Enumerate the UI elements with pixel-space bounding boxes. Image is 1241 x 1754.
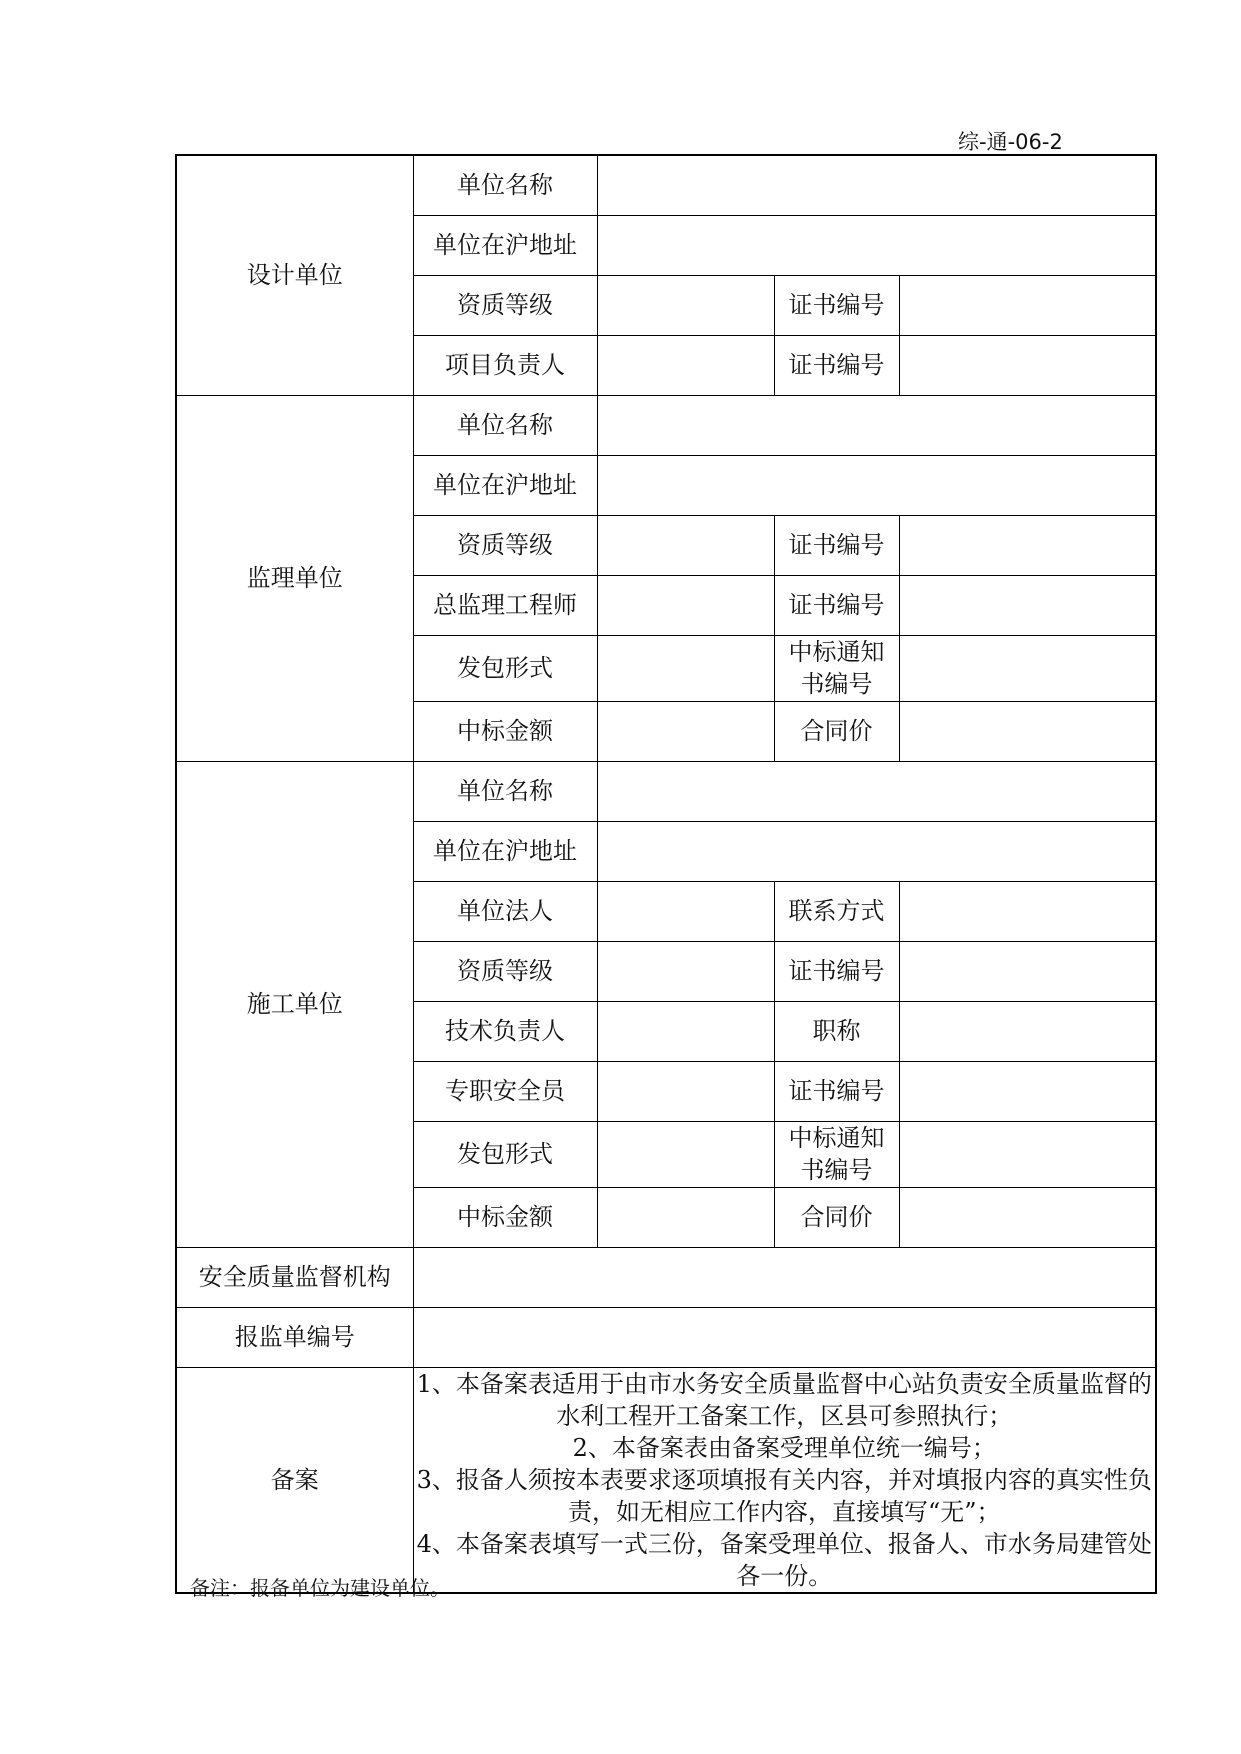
design-unit-name-label: 单位名称 (413, 155, 597, 215)
supervision-cert-no-label: 证书编号 (774, 515, 899, 575)
design-lead-cert-no-label: 证书编号 (774, 335, 899, 395)
construction-safety-cert-no-label: 证书编号 (774, 1061, 899, 1121)
construction-contract-form-label: 发包形式 (413, 1121, 597, 1187)
report-no-label: 报监单编号 (176, 1307, 413, 1367)
design-cert-no-field[interactable] (899, 275, 1156, 335)
supervision-section-label: 监理单位 (176, 395, 413, 761)
filing-label: 备案 (176, 1367, 413, 1593)
report-no-field[interactable] (413, 1307, 1156, 1367)
filing-notes (413, 1367, 1156, 1593)
design-qualification-field[interactable] (597, 275, 774, 335)
supervision-contract-form-field[interactable] (597, 635, 774, 701)
construction-contract-form-field[interactable] (597, 1121, 774, 1187)
supervision-qualification-field[interactable] (597, 515, 774, 575)
construction-unit-name-field[interactable] (597, 761, 1156, 821)
construction-legal-rep-label: 单位法人 (413, 881, 597, 941)
filing-note-3: 3、报备人须按本表要求逐项填报有关内容，并对填报内容的真实性负责，如无相应工作内容，直接填写“无”； (416, 1465, 1152, 1526)
supervision-award-notice-field[interactable] (899, 635, 1156, 701)
construction-legal-rep-field[interactable] (597, 881, 774, 941)
supervision-contract-price-field[interactable] (899, 701, 1156, 761)
construction-contact-field[interactable] (899, 881, 1156, 941)
supervision-contract-price-label: 合同价 (774, 701, 899, 761)
construction-cert-no-field[interactable] (899, 941, 1156, 1001)
design-lead-cert-no-field[interactable] (899, 335, 1156, 395)
construction-award-notice-field[interactable] (899, 1121, 1156, 1187)
oversight-agency-label: 安全质量监督机构 (176, 1247, 413, 1307)
design-section-label: 设计单位 (176, 155, 413, 395)
filing-note-2: 2、本备案表由备案受理单位统一编号； (572, 1433, 996, 1462)
design-address-label: 单位在沪地址 (413, 215, 597, 275)
construction-safety-officer-label: 专职安全员 (413, 1061, 597, 1121)
construction-contract-price-label: 合同价 (774, 1187, 899, 1247)
construction-title-field[interactable] (899, 1001, 1156, 1061)
supervision-address-field[interactable] (597, 455, 1156, 515)
construction-contract-price-field[interactable] (899, 1187, 1156, 1247)
supervision-award-amount-field[interactable] (597, 701, 774, 761)
construction-award-amount-field[interactable] (597, 1187, 774, 1247)
construction-tech-lead-field[interactable] (597, 1001, 774, 1061)
construction-title-label: 职称 (774, 1001, 899, 1061)
supervision-cert-no-field[interactable] (899, 515, 1156, 575)
construction-address-label: 单位在沪地址 (413, 821, 597, 881)
construction-unit-name-label: 单位名称 (413, 761, 597, 821)
construction-safety-officer-field[interactable] (597, 1061, 774, 1121)
construction-cert-no-label: 证书编号 (774, 941, 899, 1001)
design-project-lead-label: 项目负责人 (413, 335, 597, 395)
supervision-award-amount-label: 中标金额 (413, 701, 597, 761)
design-qualification-label: 资质等级 (413, 275, 597, 335)
filing-note-4: 4、本备案表填写一式三份，备案受理单位、报备人、市水务局建管处各一份。 (416, 1529, 1152, 1590)
design-unit-name-field[interactable] (597, 155, 1156, 215)
supervision-chief-engineer-field[interactable] (597, 575, 774, 635)
filing-note-1: 1、本备案表适用于由市水务安全质量监督中心站负责安全质量监督的水利工程开工备案工作，区县可参照执行； (416, 1369, 1152, 1430)
design-cert-no-label: 证书编号 (774, 275, 899, 335)
footnote: 备注：报备单位为建设单位。 (190, 1576, 450, 1600)
supervision-chief-engineer-label: 总监理工程师 (413, 575, 597, 635)
construction-address-field[interactable] (597, 821, 1156, 881)
construction-contact-label: 联系方式 (774, 881, 899, 941)
construction-qualification-field[interactable] (597, 941, 774, 1001)
construction-award-notice-label: 中标通知书编号 (774, 1121, 899, 1187)
supervision-unit-name-field[interactable] (597, 395, 1156, 455)
supervision-unit-name-label: 单位名称 (413, 395, 597, 455)
oversight-agency-field[interactable] (413, 1247, 1156, 1307)
form-code: 综-通-06-2 (958, 130, 1063, 154)
supervision-chief-cert-no-field[interactable] (899, 575, 1156, 635)
design-address-field[interactable] (597, 215, 1156, 275)
supervision-contract-form-label: 发包形式 (413, 635, 597, 701)
construction-safety-cert-no-field[interactable] (899, 1061, 1156, 1121)
supervision-qualification-label: 资质等级 (413, 515, 597, 575)
design-project-lead-field[interactable] (597, 335, 774, 395)
construction-award-amount-label: 中标金额 (413, 1187, 597, 1247)
construction-tech-lead-label: 技术负责人 (413, 1001, 597, 1061)
supervision-award-notice-label: 中标通知书编号 (774, 635, 899, 701)
supervision-chief-cert-no-label: 证书编号 (774, 575, 899, 635)
filing-form-table (175, 154, 1157, 1594)
supervision-address-label: 单位在沪地址 (413, 455, 597, 515)
construction-qualification-label: 资质等级 (413, 941, 597, 1001)
construction-section-label: 施工单位 (176, 761, 413, 1247)
